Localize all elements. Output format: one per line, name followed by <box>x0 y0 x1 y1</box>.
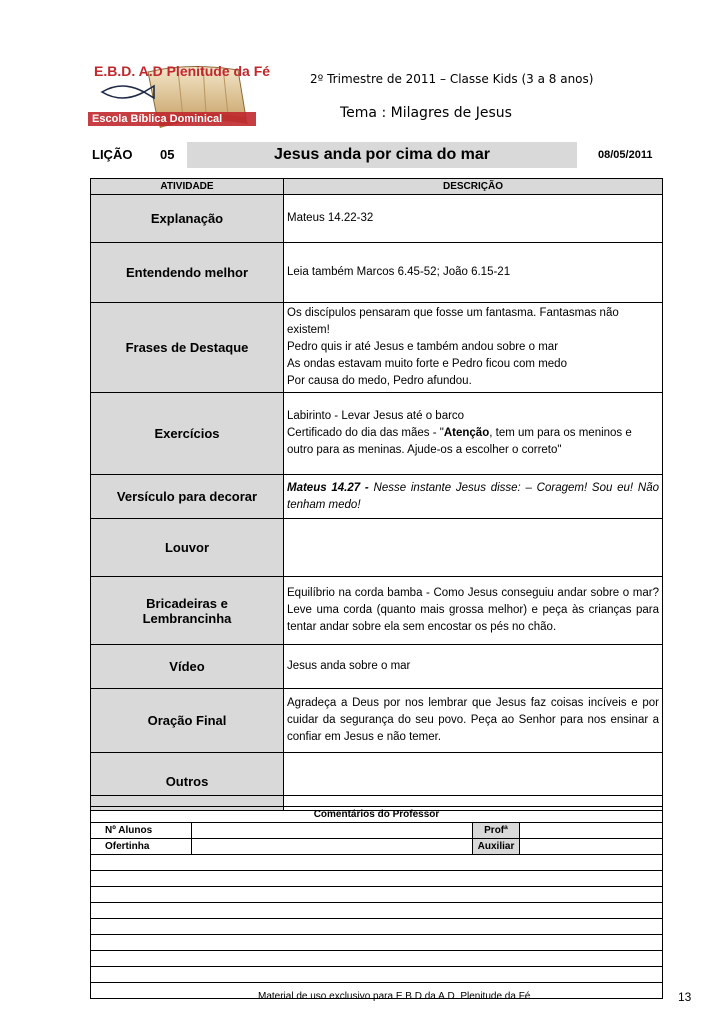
logo-title: E.B.D. A.D Plenitude da Fé <box>94 63 271 79</box>
table-row <box>91 519 663 577</box>
versiculo-ref: Mateus 14.27 - <box>287 481 369 494</box>
explanacao-label: Explanação <box>91 195 284 243</box>
exercicios-label: Exercícios <box>91 393 284 475</box>
profa-label: Profª <box>473 823 520 839</box>
table-row <box>91 689 663 753</box>
table-row <box>91 303 663 393</box>
ofertinha-label: Ofertinha <box>91 839 192 855</box>
oracao-text: Agradeça a Deus por nos lembrar que Jesus faz coisas incíveis e por cuidar da segurança do seu povo. Peça ao Senhor para nos ensinar a confiar em Jesus e não temer. <box>284 689 663 753</box>
table-row <box>91 393 663 475</box>
table-row <box>91 577 663 645</box>
video-text: Jesus anda sobre o mar <box>284 645 663 689</box>
frases-text <box>284 303 663 393</box>
comment-line <box>91 903 663 919</box>
exercicio-text-b: , tem um para os meninos e outro para as meninas. Ajude-os a escolher o correto" <box>287 427 632 456</box>
licao-number: 05 <box>160 147 175 162</box>
exercicio-text-a: Certificado do dia das mães - " <box>287 427 444 439</box>
table-row <box>91 839 663 855</box>
frase-line: Por causa do medo, Pedro afundou. <box>287 375 472 387</box>
table-row <box>91 796 663 807</box>
comment-line <box>91 967 663 983</box>
brincadeiras-text: Equilíbrio na corda bamba - Como Jesus conseguiu andar sobre o mar? Leve uma corda (quanto mais grossa melhor) e peça às crianças para tentar andar sobre ela sem encostar os pés no chão. <box>284 577 663 645</box>
frases-label: Frases de Destaque <box>91 303 284 393</box>
table-row <box>91 243 663 303</box>
exercicios-text <box>284 393 663 475</box>
comment-line <box>91 871 663 887</box>
table-row <box>91 195 663 243</box>
comment-line <box>91 951 663 967</box>
logo-subtitle: Escola Bíblica Dominical <box>92 113 223 125</box>
table-row <box>91 807 663 823</box>
table-row <box>91 475 663 519</box>
versiculo-body: Nesse instante Jesus disse: – Coragem! Sou eu! Não tenham medo! <box>287 481 659 511</box>
lesson-table <box>90 178 663 811</box>
comments-title: Comentários do Professor <box>91 807 663 823</box>
video-label: Vídeo <box>91 645 284 689</box>
frase-line: As ondas estavam muito forte e Pedro ficou com medo <box>287 358 567 370</box>
ebd-logo <box>88 60 271 136</box>
licao-title: Jesus anda por cima do mar <box>187 142 577 168</box>
profa-field[interactable] <box>520 823 663 839</box>
frase-line: Os discípulos pensaram que fosse um fantasma. Fantasmas não existem! <box>287 307 619 336</box>
brincadeiras-label: Bricadeiras e Lembrancinha <box>91 577 284 645</box>
n-alunos-label: Nº Alunos <box>91 823 192 839</box>
table-row <box>91 645 663 689</box>
versiculo-text <box>284 475 663 519</box>
entendendo-label: Entendendo melhor <box>91 243 284 303</box>
trimestre-heading: 2º Trimestre de 2011 – Classe Kids (3 a 8 anos) <box>310 72 594 86</box>
louvor-label: Louvor <box>91 519 284 577</box>
exercicio-line: Labirinto - Levar Jesus até o barco <box>287 410 465 422</box>
table-row <box>91 823 663 839</box>
licao-date: 08/05/2011 <box>598 149 653 161</box>
table-header-row <box>91 179 663 195</box>
exercicio-atencao: Atenção <box>443 427 490 439</box>
outros-label: Outros <box>91 753 284 811</box>
entendendo-text: Leia também Marcos 6.45-52; João 6.15-21 <box>284 243 663 303</box>
louvor-text <box>284 519 663 577</box>
n-alunos-field[interactable] <box>192 823 473 839</box>
tema-heading: Tema : Milagres de Jesus <box>340 105 512 121</box>
exercicio-line <box>287 425 659 459</box>
col-descricao: DESCRIÇÃO <box>284 179 663 195</box>
frase-line: Pedro quis ir até Jesus e também andou sobre o mar <box>287 341 559 353</box>
page-number: 13 <box>678 990 692 1004</box>
ofertinha-field[interactable] <box>192 839 473 855</box>
licao-label: LIÇÃO <box>92 147 133 162</box>
auxiliar-label: Auxiliar <box>473 839 520 855</box>
oracao-label: Oração Final <box>91 689 284 753</box>
auxiliar-field[interactable] <box>520 839 663 855</box>
comment-line <box>91 887 663 903</box>
comments-table <box>90 795 663 999</box>
col-atividade: ATIVIDADE <box>91 179 284 195</box>
explanacao-text: Mateus 14.22-32 <box>284 195 663 243</box>
footer-text: Material de uso exclusivo para E.B.D da A.D. Plenitude da Fé <box>258 991 531 1002</box>
comment-line <box>91 935 663 951</box>
versiculo-label: Versículo para decorar <box>91 475 284 519</box>
comment-line <box>91 855 663 871</box>
comment-line <box>91 919 663 935</box>
